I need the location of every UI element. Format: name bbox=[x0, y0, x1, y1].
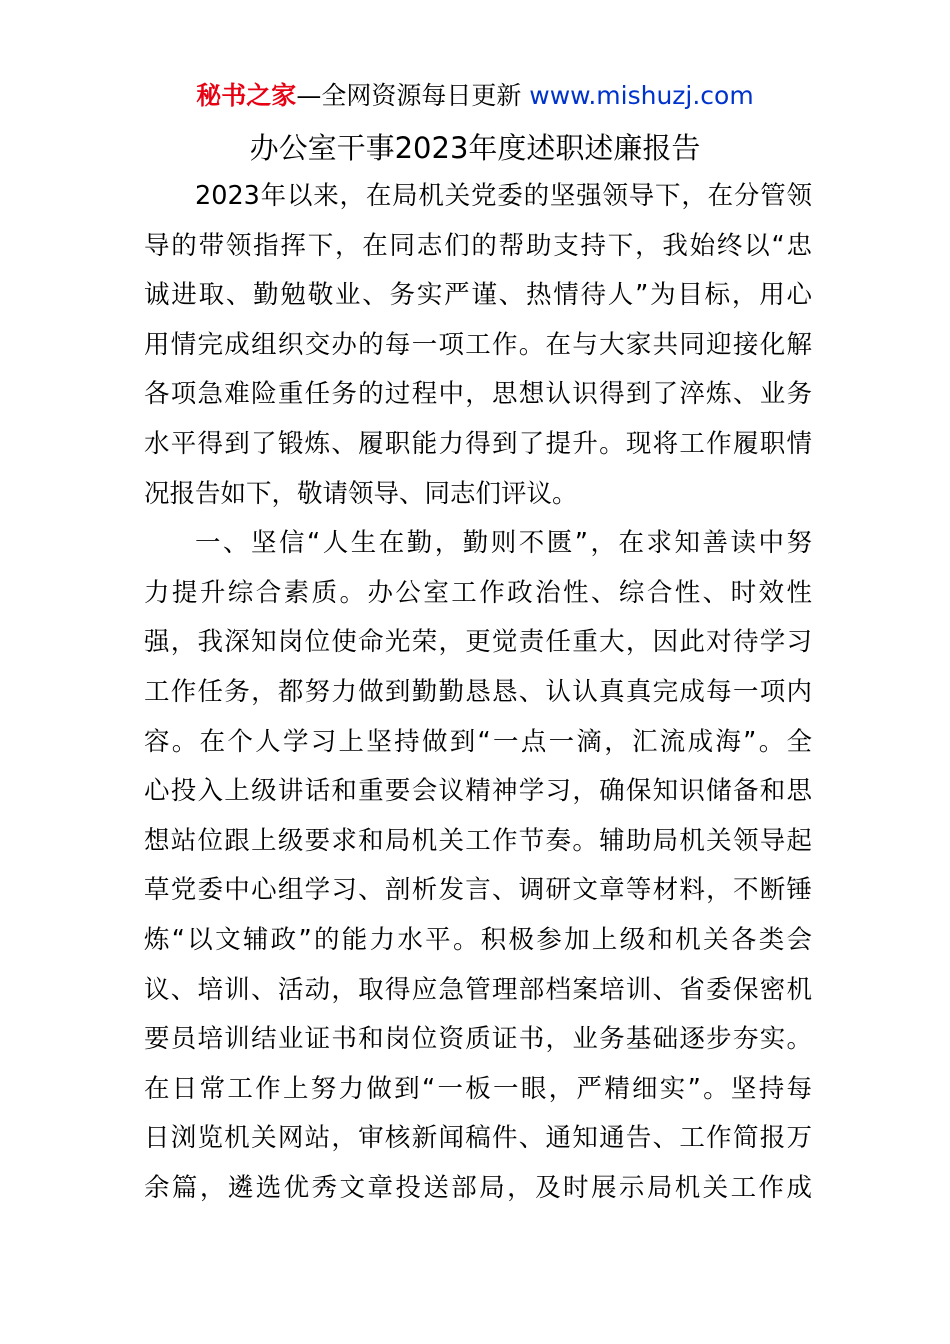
site-tagline: —全网资源每日更新 bbox=[296, 81, 522, 110]
text-line: 议、培训、活动，取得应急管理部档案培训、省委保密机 bbox=[144, 974, 812, 1005]
text-line: 日浏览机关网站，审核新闻稿件、通知通告、工作简报万 bbox=[144, 1123, 812, 1154]
text-line: 水平得到了锻炼、履职能力得到了提升。现将工作履职情 bbox=[144, 428, 812, 459]
document-body bbox=[144, 172, 812, 1213]
site-url-link[interactable]: www.mishuzj.com bbox=[529, 81, 754, 110]
text-line: 诚进取、勤勉敬业、务实严谨、热情待人”为目标，用心 bbox=[144, 280, 812, 311]
text-line: 况报告如下，敬请领导、同志们评议。 bbox=[144, 478, 578, 509]
text-line: 用情完成组织交办的每一项工作。在与大家共同迎接化解 bbox=[144, 329, 812, 360]
document-title: 办公室干事2023年度述职述廉报告 bbox=[249, 131, 701, 165]
text-line: 导的带领指挥下，在同志们的帮助支持下，我始终以“忠 bbox=[144, 230, 812, 261]
text-line: 心投入上级讲话和重要会议精神学习，确保知识储备和思 bbox=[144, 776, 812, 807]
text-line: 2023年以来，在局机关党委的坚强领导下，在分管领 bbox=[195, 181, 812, 211]
text-line: 余篇，遴选优秀文章投送部局，及时展示局机关工作成 bbox=[144, 1172, 812, 1203]
text-line: 一、坚信“人生在勤，勤则不匮”，在求知善读中努 bbox=[195, 528, 812, 559]
text-line: 要员培训结业证书和岗位资质证书，业务基础逐步夯实。 bbox=[144, 1024, 812, 1055]
text-line: 强，我深知岗位使命光荣，更觉责任重大，因此对待学习 bbox=[144, 627, 812, 658]
text-line: 在日常工作上努力做到“一板一眼，严精细实”。坚持每 bbox=[144, 1073, 812, 1104]
site-brand: 秘书之家 bbox=[196, 81, 297, 110]
text-line: 各项急难险重任务的过程中，思想认识得到了淬炼、业务 bbox=[144, 379, 812, 410]
text-line: 草党委中心组学习、剖析发言、调研文章等材料，不断锤 bbox=[144, 875, 812, 906]
text-line: 力提升综合素质。办公室工作政治性、综合性、时效性 bbox=[144, 577, 812, 608]
text-line: 炼“以文辅政”的能力水平。积极参加上级和机关各类会 bbox=[144, 924, 812, 955]
text-line: 容。在个人学习上坚持做到“一点一滴，汇流成海”。全 bbox=[144, 726, 812, 757]
site-header bbox=[0, 78, 950, 114]
text-line: 想站位跟上级要求和局机关工作节奏。辅助局机关领导起 bbox=[144, 825, 812, 856]
text-line: 工作任务，都努力做到勤勤恳恳、认认真真完成每一项内 bbox=[144, 676, 812, 707]
